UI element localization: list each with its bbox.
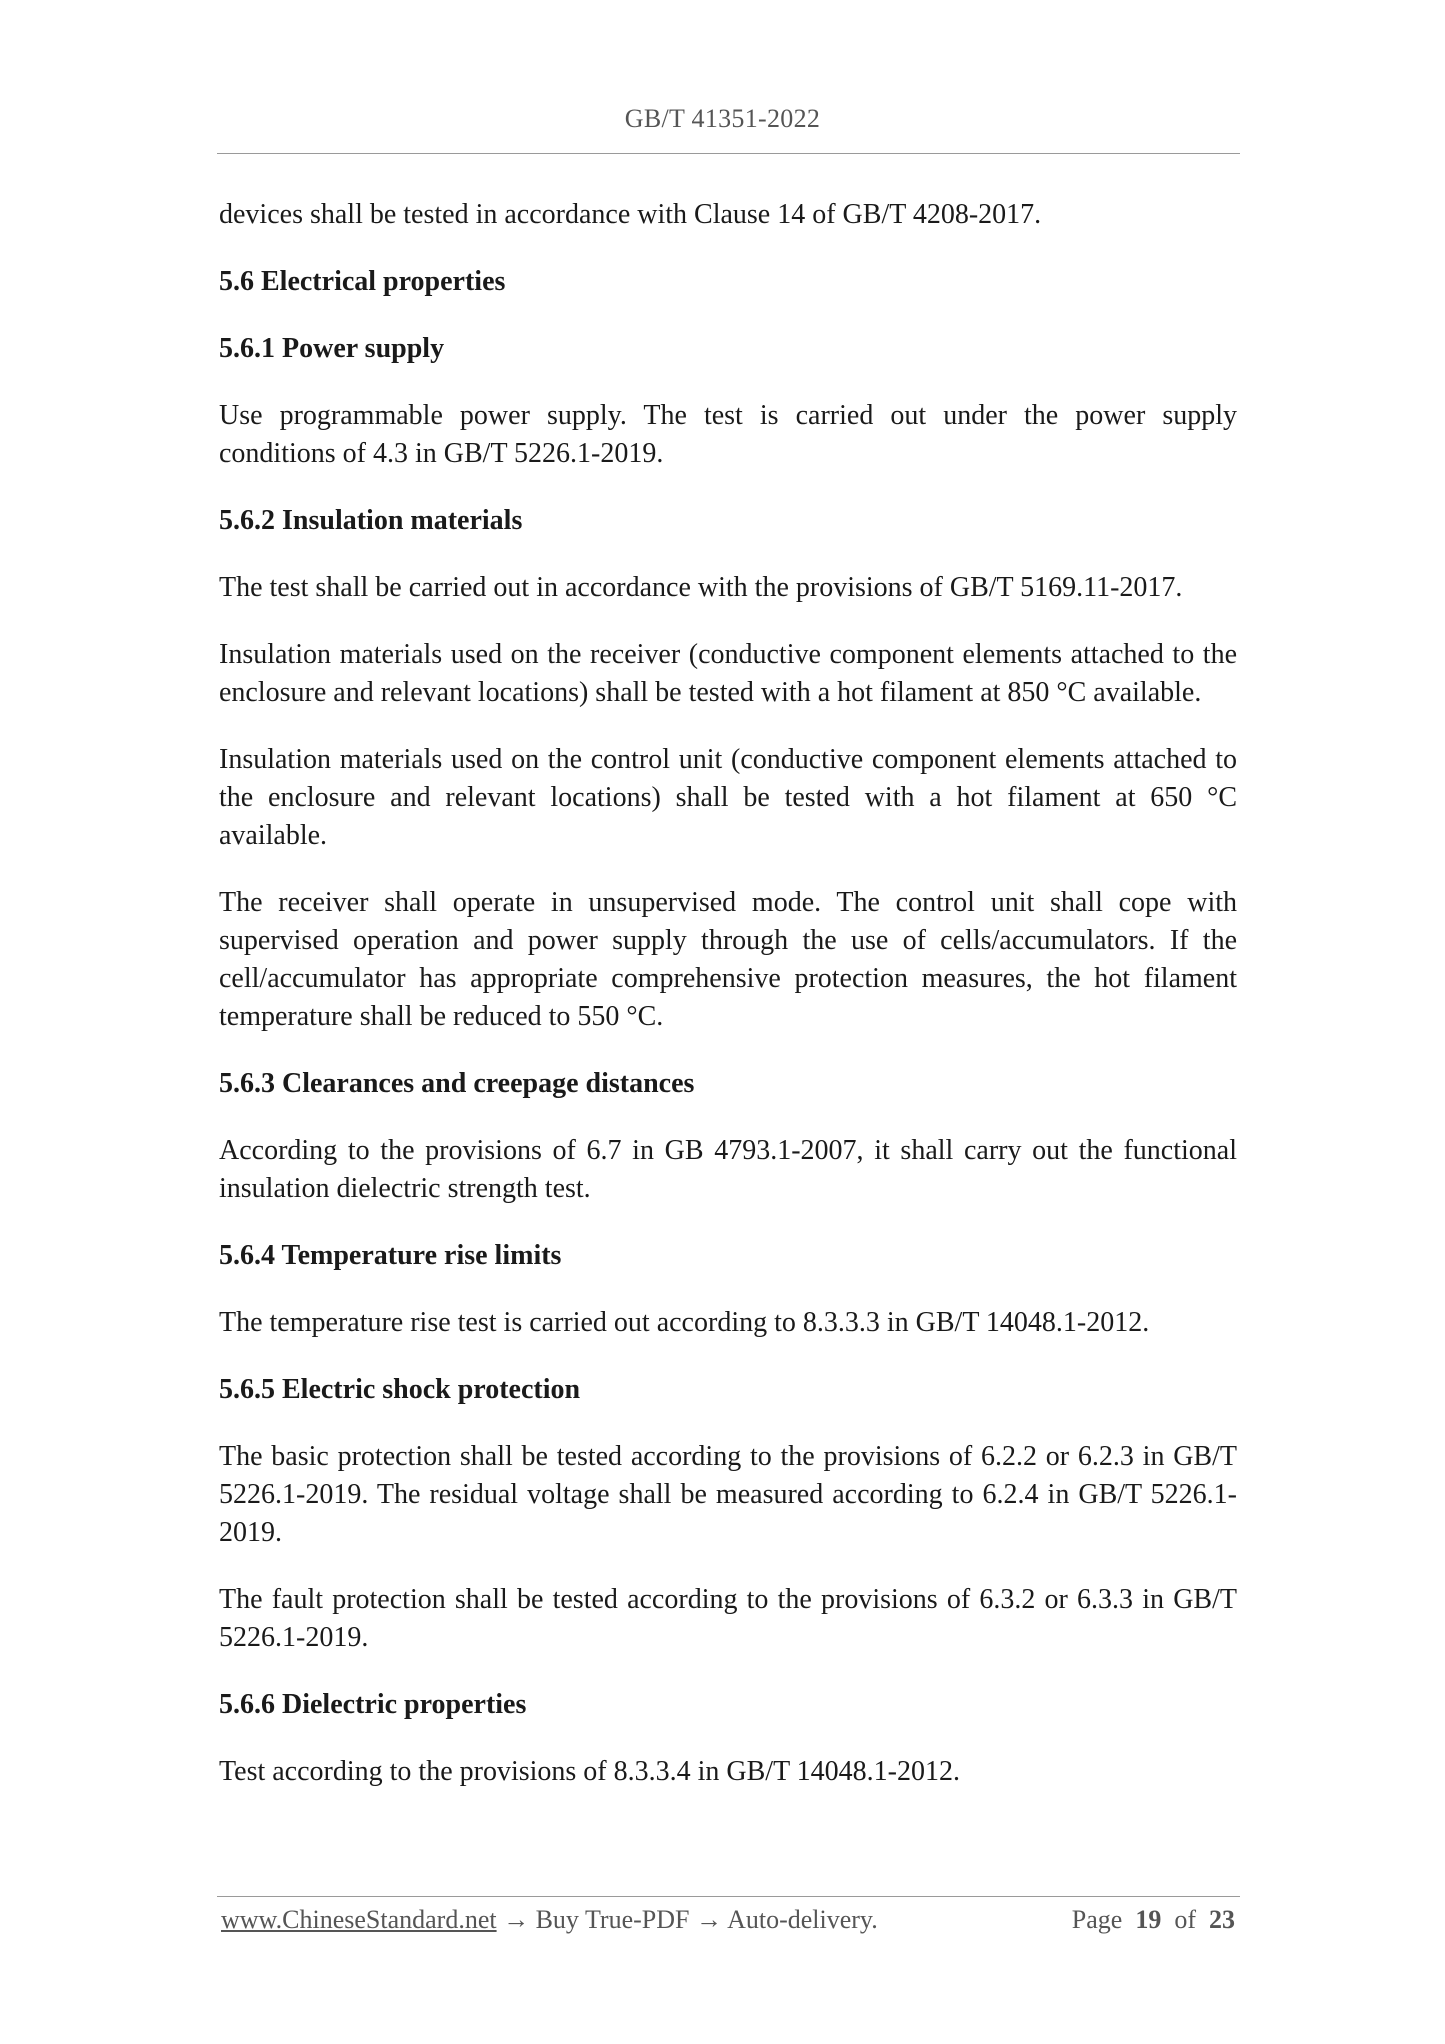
paragraph: The test shall be carried out in accordance with the provisions of GB/T 5169.11-2017. <box>219 572 1183 603</box>
page-current: 19 <box>1135 1905 1162 1934</box>
of-label: of <box>1174 1905 1196 1934</box>
paragraph: Use programmable power supply. The test is carried out under the power supply conditions of 4.3 in GB/T 5226.1-2019. <box>219 400 1237 469</box>
paragraph: The temperature rise test is carried out according to 8.3.3.3 in GB/T 14048.1-2012. <box>219 1307 1150 1338</box>
footer-divider <box>217 1896 1240 1897</box>
page-number <box>1072 1902 1235 1938</box>
section-heading-5-6: 5.6 Electrical properties <box>219 266 506 297</box>
section-heading-5-6-4: 5.6.4 Temperature rise limits <box>219 1240 562 1271</box>
document-body <box>219 196 1237 1820</box>
page-total: 23 <box>1209 1905 1235 1934</box>
section-heading-5-6-6: 5.6.6 Dielectric properties <box>219 1689 527 1720</box>
section-heading-5-6-2: 5.6.2 Insulation materials <box>219 505 523 536</box>
paragraph: Test according to the provisions of 8.3.3.4 in GB/T 14048.1-2012. <box>219 1756 961 1787</box>
page-label: Page <box>1071 1905 1123 1934</box>
paragraph: Insulation materials used on the control unit (conductive component elements attached to the enclosure and relevant locations) shall be tested with a hot filament at 650 °C available. <box>219 744 1237 851</box>
auto-delivery-text: Auto-delivery. <box>727 1905 878 1934</box>
paragraph: The basic protection shall be tested according to the provisions of 6.2.2 or 6.2.3 in GB/T 5226.1-2019. The residual voltage shall be measured according to 6.2.4 in GB/T 5226.1-2019. <box>219 1441 1237 1548</box>
footer-promo <box>221 1902 878 1938</box>
paragraph: Insulation materials used on the receiver (conductive component elements attached to the enclosure and relevant locations) shall be tested with a hot filament at 850 °C available. <box>219 639 1237 708</box>
page-header: GB/T 41351-2022 <box>624 104 821 133</box>
section-heading-5-6-1: 5.6.1 Power supply <box>219 333 445 364</box>
section-heading-5-6-3: 5.6.3 Clearances and creepage distances <box>219 1068 695 1099</box>
paragraph: The fault protection shall be tested according to the provisions of 6.3.2 or 6.3.3 in GB/T 5226.1-2019. <box>219 1584 1237 1653</box>
arrow-right-icon: → <box>696 1905 722 1934</box>
arrow-right-icon: → <box>503 1905 530 1934</box>
page-footer <box>221 1902 1235 1938</box>
buy-true-pdf-text: Buy True-PDF <box>535 1905 690 1934</box>
header-divider <box>217 153 1240 154</box>
section-heading-5-6-5: 5.6.5 Electric shock protection <box>219 1374 581 1405</box>
paragraph: The receiver shall operate in unsupervised mode. The control unit shall cope with supervised operation and power supply through the use of cells/accumulators. If the cell/accumulator has appropriate comprehensive protection measures, the hot filament temperature shall be reduced to 550 °C. <box>219 887 1237 1032</box>
paragraph: According to the provisions of 6.7 in GB 4793.1-2007, it shall carry out the functional insulation dielectric strength test. <box>219 1135 1237 1204</box>
website-link[interactable]: www.ChineseStandard.net <box>221 1905 497 1934</box>
paragraph: devices shall be tested in accordance with Clause 14 of GB/T 4208-2017. <box>219 199 1042 230</box>
